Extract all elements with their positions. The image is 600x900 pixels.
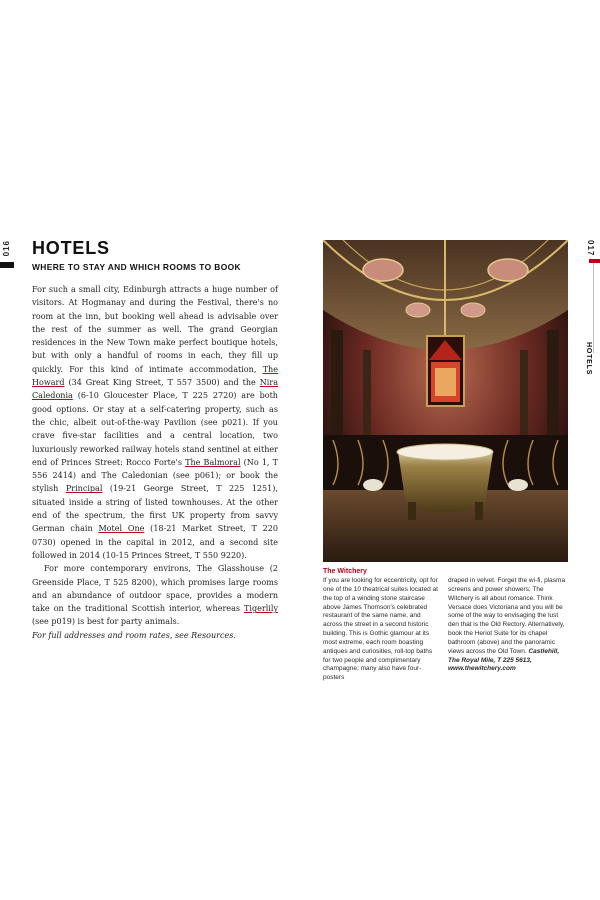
text-span: (19-21 George Street, T 225 1251), situated inside a string of listed townhouses. At the other end of the spectrum, the first UK property from savvy German chain — [32, 484, 278, 534]
text-span: (34 Great King Street, T 557 3500) and the — [64, 378, 260, 388]
paragraph-1 — [32, 283, 278, 562]
text-span: (No 1, T 556 2414) and The Caledonian (see p061); or book the stylish — [32, 457, 278, 494]
page-number-left: 016 — [2, 240, 11, 257]
paragraph-resources: For full addresses and room rates, see Resources. — [32, 630, 236, 640]
caption-text: draped in velvet. Forget the wi-fi, plasma screens and power showers; The Witchery is all about romance. Think Versace does Victoriana and you will be some of the way to envisaging the lust den that is the Old Rectory. Alternatively, book the Heriot Suite for its chapel bathroom (above) and the panoramic views across the Old Town. — [448, 577, 566, 655]
section-label: HOTELS — [585, 342, 592, 376]
text-span: (18-21 Market Street, T 220 0730) opened in the capital in 2012, and a second site followed in 2014 (10-15 Princes Street, T 550 9220). — [32, 524, 278, 560]
page-title: HOTELS — [32, 238, 110, 258]
caption-url[interactable]: www.thewitchery.com — [448, 665, 516, 673]
link-motel-one[interactable]: Motel One — [98, 524, 145, 534]
paragraph-2 — [32, 562, 278, 628]
text-span: (see p019) is best for party animals. — [32, 617, 180, 627]
link-nira-caledonia[interactable]: Nira Caledonia — [32, 378, 278, 401]
caption-column-2 — [448, 577, 568, 674]
link-the-balmoral[interactable]: The Balmoral — [185, 457, 241, 467]
link-the-howard[interactable]: The Howard — [32, 364, 278, 388]
section-tab-right — [589, 259, 600, 263]
hotel-bathroom-photo — [323, 240, 568, 562]
link-tigerlily[interactable]: Tigerlily — [244, 604, 278, 614]
caption-column-1: If you are looking for eccentricity, opt for one of the 10 theatrical suites located at the top of a winding stone staircase above James Thomson's celebrated restaurant of the same name, and across the street in a second historic building. This is Gothic glamour at its most extreme, each room boasting antiques and curiosities, roll-top baths for two people and complimentary champagne; many also have four-posters — [323, 577, 438, 682]
section-tab-left — [0, 262, 14, 268]
page-number-right: 017 — [586, 240, 595, 257]
page-subtitle: WHERE TO STAY AND WHICH ROOMS TO BOOK — [32, 262, 241, 272]
caption-title: The Witchery — [323, 568, 367, 575]
text-span: (6-10 Gloucester Place, T 225 2720) are both good options. Or stay at a self-catering property, such as the chic, albeit out-of-the-way Pavilion (see p021). If you crave five-star facilities and a central location, two luxuriously reworked railway hotels stand sentinel at either end of Princes Street: Rocco Forte's — [32, 391, 278, 467]
caption-address: Castlehill, The Royal Mile, T 225 5613, — [448, 647, 560, 664]
margin-rule — [593, 263, 594, 353]
article-body — [32, 283, 278, 642]
link-principal[interactable]: Principal — [65, 484, 103, 494]
text-span: For such a small city, Edinburgh attracts a huge number of visitors. At Hogmanay and during the Festival, there's no room at the inn, but booking well ahead is advisable over the rest of the summer as well. The grand Georgian residences in the New Town make perfect boutique hotels, but with only a handful of rooms in each, they fill up quickly. For this kind of intimate accommodation, — [32, 285, 278, 374]
text-span: For more contemporary environs, The Glasshouse (2 Greenside Place, T 525 8200), which promises large rooms and an abundance of outdoor space, provides a modern take on the traditional Scottish interior, whereas — [32, 564, 278, 614]
